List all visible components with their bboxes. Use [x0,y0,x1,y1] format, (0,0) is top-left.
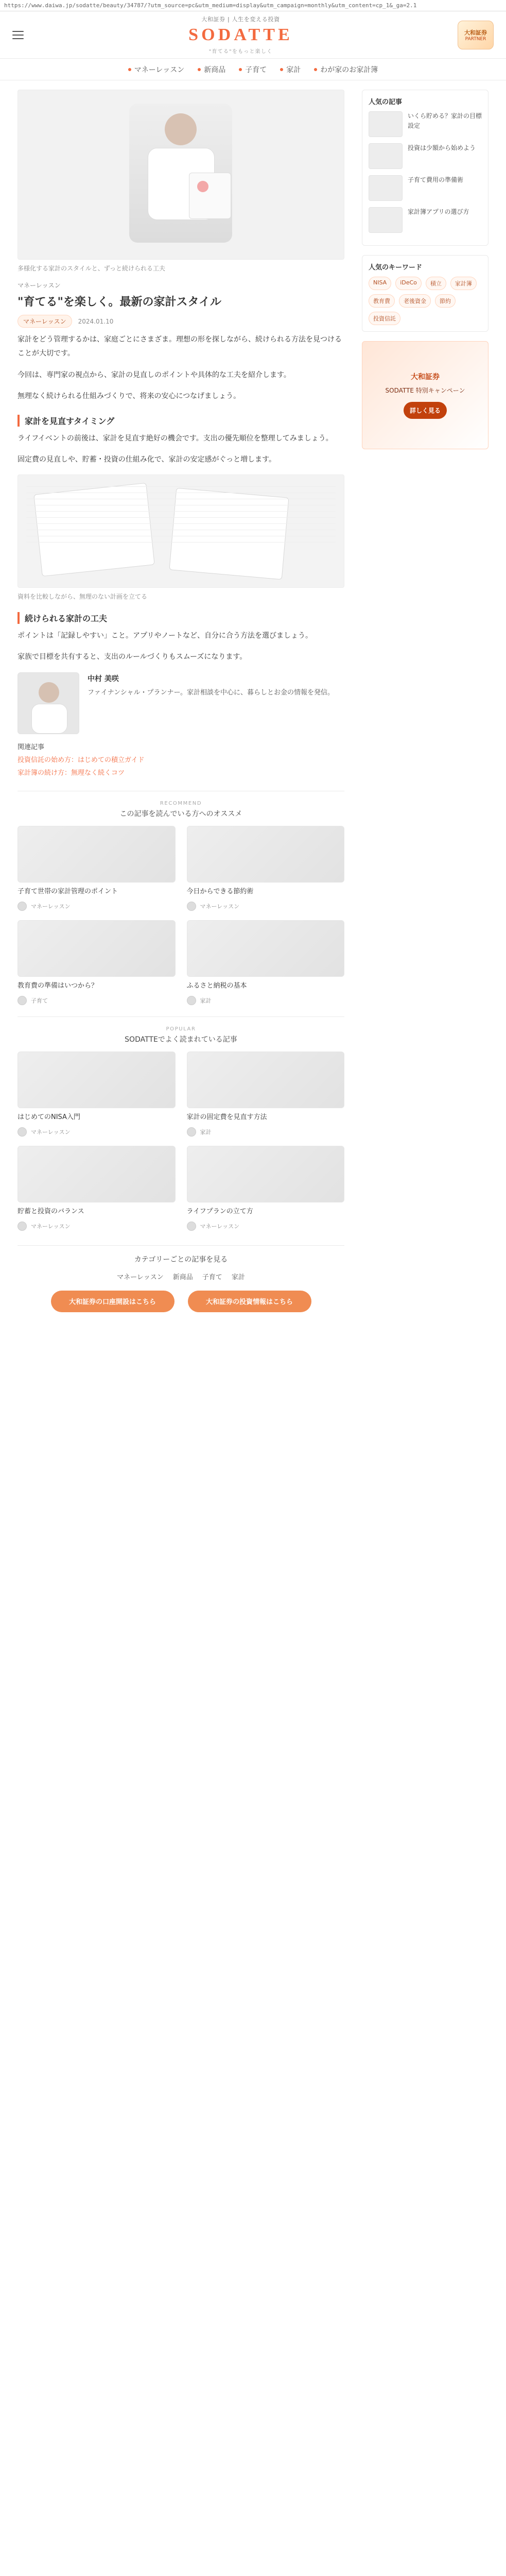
nav-label-0: マネーレッスン [134,65,185,74]
keyword-list [369,277,482,325]
popular-card-meta [187,1127,345,1137]
nav-label-1: 新商品 [204,65,226,74]
recommend-card-meta [18,902,176,911]
hero-seal [197,181,208,192]
nav-item-0[interactable] [128,64,185,75]
popular-card-2[interactable] [18,1146,176,1231]
category-title: カテゴリーごとの記事を見る [134,1255,228,1264]
nav-dot-icon [280,68,283,71]
section-2-paragraph-1: 家族で目標を共有すると、支出のルールづくりもスムーズになります。 [18,653,247,662]
nav-label-3: 家計 [286,65,301,74]
recommend-thumb[interactable] [18,826,176,883]
article-head [18,281,344,328]
popular-title-text: SODATTEでよく読まれている記事 [125,1036,237,1044]
section-1-paragraph-1: 固定費の見直しや、貯蓄・投資の仕組み化で、家計の安定感がぐっと増します。 [18,455,276,464]
recommend-card-3[interactable] [187,920,345,1005]
nav-item-1[interactable] [198,64,225,75]
popular-card-category: マネーレッスン [200,1223,240,1230]
recommend-card-category: 子育て [31,997,48,1005]
sidebar-item-text[interactable]: 投資は少額から始めよう [408,144,476,151]
related-links-title: 関連記事 [18,743,45,752]
recommend-card-meta [18,996,176,1005]
partner-line2: PARTNER [465,36,486,42]
section-2-paragraph-0: ポイントは「記録しやすい」こと。アプリやノートなど、自分に合う方法を選びましょう。 [18,631,313,640]
keyword-2[interactable]: 積立 [426,277,446,290]
brand-subtitle: 大和証券 | 人生を変える投資 [201,16,280,23]
nav-label-4: わが家のお家計簿 [320,65,378,74]
breadcrumb-item[interactable]: マネーレッスン [18,282,61,289]
author-mini-avatar [187,996,196,1005]
sidebar-item-text[interactable]: いくら貯める？家計の目標設定 [408,112,482,129]
article-image [18,474,344,588]
article-main [18,90,344,1312]
header-right [458,21,494,49]
sidebar-popular-item-1[interactable] [369,143,482,169]
popular-thumb[interactable] [187,1052,345,1108]
nav-item-2[interactable] [239,64,267,75]
brand-logo[interactable]: SODATTE [188,25,293,44]
brand[interactable] [188,15,293,55]
nav-dot-icon [198,68,201,71]
recommend-card-category: マネーレッスン [31,903,71,910]
sidebar-ad[interactable] [362,341,488,449]
author-mini-avatar [187,1127,196,1137]
keyword-3[interactable]: 家計簿 [450,277,477,290]
keyword-0[interactable]: NISA [369,277,391,290]
section-1-paragraph-0: ライフイベントの前後は、家計を見直す絶好の機会です。支出の優先順位を整理してみましょう。 [18,434,333,443]
sidebar-popular-item-2[interactable] [369,175,482,201]
popular-card-0[interactable] [18,1052,176,1137]
cta-buttons [18,1291,344,1312]
nav-dot-icon [239,68,242,71]
ad-cta-button[interactable]: 詳しく見る [404,402,447,419]
popular-thumb[interactable] [18,1146,176,1202]
popular-section [18,1016,344,1231]
sidebar-item-text[interactable]: 家計簿アプリの選び方 [408,208,469,215]
author-mini-avatar [18,902,27,911]
recommend-card-title[interactable]: 教育費の準備はいつから？ [18,982,98,990]
category-item-0[interactable]: マネーレッスン [117,1273,164,1281]
article-paragraph-1: 今回は、専門家の視点から、家計の見直しのポイントや具体的な工夫を紹介します。 [18,370,291,379]
author-text [88,672,334,699]
hero-caption: 多様化する家計のスタイルと、ずっと続けられる工夫 [18,265,166,272]
sidebar-item-text[interactable]: 子育て費用の準備術 [408,176,464,183]
sidebar-keywords-title: 人気のキーワード [369,264,423,272]
nav-dot-icon [314,68,317,71]
category-item-2[interactable]: 子育て [202,1273,222,1281]
nav-dot-icon [128,68,131,71]
hero-face [165,113,197,145]
recommend-card-title[interactable]: 子育て世帯の家計管理のポイント [18,888,118,896]
related-link-1[interactable]: 家計簿の続け方：無理なく続くコツ [18,769,125,777]
popular-card-category: 家計 [200,1128,212,1136]
section-1-title: 家計を見直すタイミング [18,415,344,427]
recommend-card-title[interactable]: ふるさと納税の基本 [186,982,247,990]
popular-card-category: マネーレッスン [31,1128,71,1136]
article-paragraph-0: 家計をどう管理するかは、家庭ごとにさまざま。理想の形を探しながら、続けられる方法を見つけることが大切です。 [18,335,342,358]
recommend-title [18,801,344,819]
brand-tagline: "育てる"をもっと楽しく [208,49,273,55]
recommend-card-2[interactable] [18,920,176,1005]
sidebar-thumb[interactable] [369,143,403,169]
author-mini-avatar [187,902,196,911]
keyword-1[interactable]: iDeCo [395,277,422,290]
popular-card-title[interactable]: 家計の固定費を見直す方法 [186,1113,267,1122]
article-paragraph-2: 無理なく続けられる仕組みづくりで、将来の安心につなげましょう。 [18,392,241,400]
popular-card-title[interactable]: 貯蓄と投資のバランス [18,1207,84,1215]
hero-image [18,90,344,260]
nav-item-4[interactable] [314,64,378,75]
header-left [12,31,24,39]
keyword-5[interactable]: 老後資金 [399,294,431,308]
recommend-title-text: この記事を読んでいる方へのオススメ [119,810,242,819]
popular-card-1[interactable] [187,1052,345,1137]
popular-card-title[interactable]: ライフプランの立て方 [186,1207,253,1215]
sidebar [362,90,488,1312]
article-date: 2024.01.10 [78,317,114,325]
sidebar-popular-item-0[interactable] [369,111,482,137]
popular-card-meta [18,1127,176,1137]
sidebar-thumb[interactable] [369,175,403,201]
recommend-card-0[interactable] [18,826,176,911]
popular-kicker: POPULAR [166,1026,196,1032]
related-links [18,741,344,779]
author-mini-avatar [187,1222,196,1231]
recommend-card-category: 家計 [200,997,212,1005]
recommend-kicker: RECOMMEND [160,801,202,807]
recommend-thumb[interactable] [187,826,345,883]
popular-card-category: マネーレッスン [31,1223,71,1230]
category-item-3[interactable]: 家計 [231,1273,245,1281]
recommend-thumb[interactable] [187,920,345,977]
sidebar-popular [362,90,488,246]
site-header [0,11,506,59]
cta-button-1[interactable]: 大和証券の投資情報はこちら [188,1291,311,1312]
popular-thumb[interactable] [18,1052,176,1108]
sidebar-popular-title: 人気の記事 [369,98,403,106]
nav-label-2: 子育て [245,65,267,74]
recommend-grid [18,826,344,1005]
keyword-6[interactable]: 節約 [435,294,456,308]
author-bio: ファイナンシャル・プランナー。家計相談を中心に、暮らしとお金の情報を発信。 [88,689,334,697]
content-container [0,80,506,1312]
author-avatar [18,672,79,734]
popular-card-meta [187,1222,345,1231]
category-item-1[interactable]: 新商品 [172,1273,193,1281]
partner-badge[interactable] [458,21,494,49]
recommend-section [18,791,344,1005]
recommend-thumb[interactable] [18,920,176,977]
recommend-card-meta [187,902,345,911]
author-mini-avatar [18,1127,27,1137]
recommend-card-title[interactable]: 今日からできる節約術 [186,888,254,896]
section-2-title: 続けられる家計の工夫 [18,612,344,624]
related-link-0[interactable]: 投資信託の始め方：はじめての積立ガイド [18,756,145,765]
ad-subtitle: SODATTE 特別キャンペーン [385,387,465,394]
article-tag[interactable]: マネーレッスン [18,315,72,328]
cta-button-0[interactable]: 大和証券の口座開設はこちら [51,1291,175,1312]
breadcrumb [18,281,344,290]
image-caption: 資料を比較しながら、無理のない計画を立てる [18,592,148,600]
hero-paper [189,173,231,219]
global-nav [0,59,506,80]
article-title: "育てる"を楽しく。最新の家計スタイル [18,296,222,309]
keyword-4[interactable]: 教育費 [369,294,395,308]
document-lines [26,486,336,543]
sidebar-thumb[interactable] [369,111,403,137]
category-section [18,1245,344,1312]
nav-item-3[interactable] [280,64,301,75]
author-mini-avatar [18,1222,27,1231]
partner-line1: 大和証券 [464,29,487,36]
category-list [18,1272,344,1281]
author-box [18,672,344,734]
popular-title [18,1026,344,1044]
hamburger-menu-icon[interactable] [12,31,24,39]
popular-card-meta [18,1222,176,1231]
author-name: 中村 美咲 [88,675,119,684]
article-meta [18,315,344,328]
recommend-card-meta [187,996,345,1005]
sidebar-popular-item-3[interactable] [369,207,482,233]
sidebar-keywords [362,255,488,332]
keyword-7[interactable]: 投資信託 [369,312,400,325]
popular-grid [18,1052,344,1231]
popular-card-title[interactable]: はじめてのNISA入門 [18,1113,80,1122]
sidebar-thumb[interactable] [369,207,403,233]
recommend-card-1[interactable] [187,826,345,911]
popular-card-3[interactable] [187,1146,345,1231]
browser-url: https://www.daiwa.jp/sodatte/beauty/34787/?utm_source=pc&utm_medium=display&utm_campaign=monthly&utm_content=cp_1&_ga=2.1 [0,0,506,11]
recommend-card-category: マネーレッスン [200,903,240,910]
ad-title: 大和証券 [411,373,440,381]
popular-thumb[interactable] [187,1146,345,1202]
author-mini-avatar [18,996,27,1005]
